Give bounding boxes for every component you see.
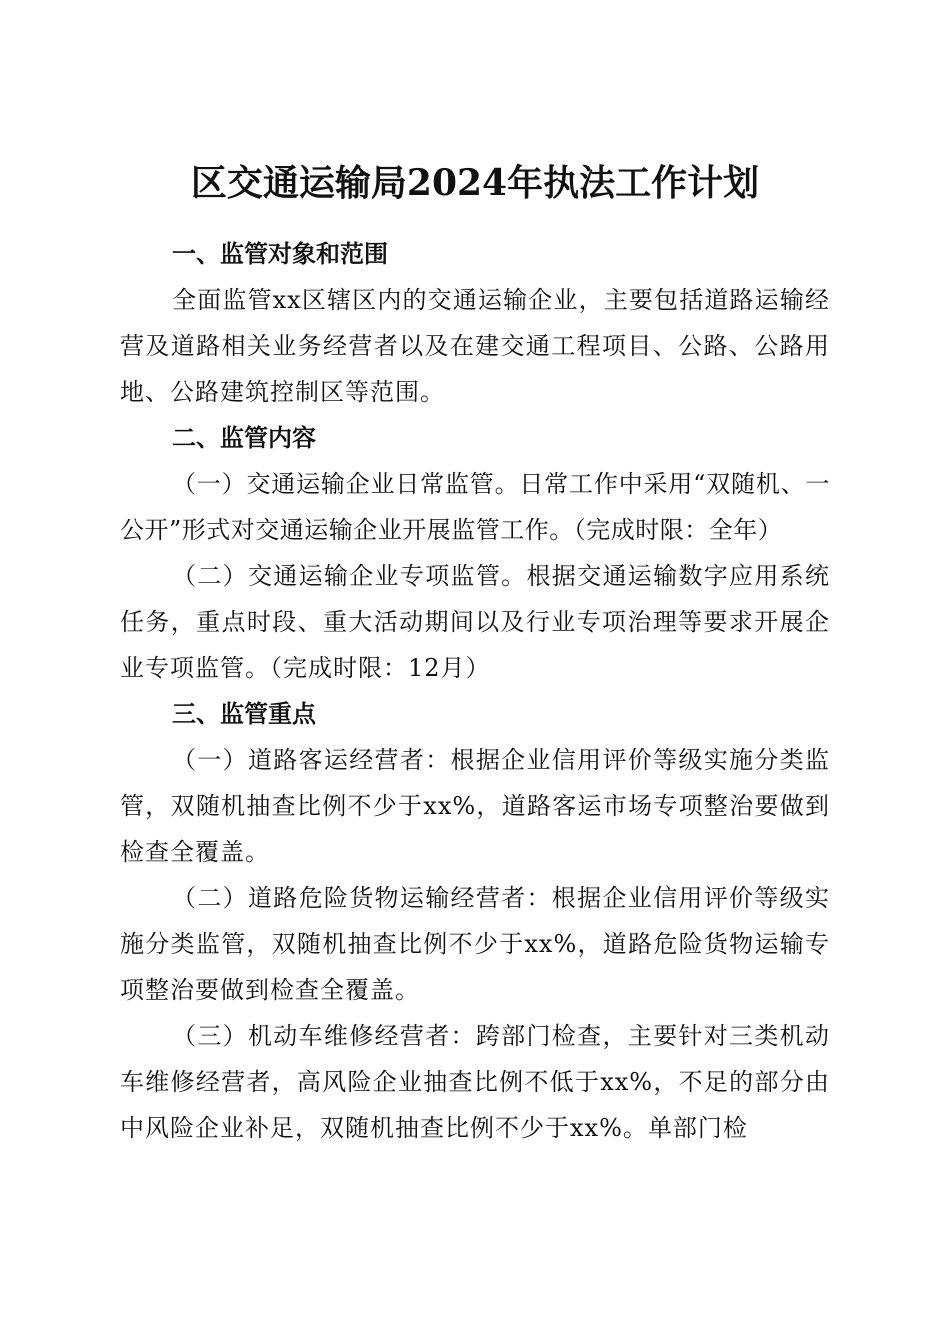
paragraph: （二）交通运输企业专项监管。根据交通运输数字应用系统任务，重点时段、重大活动期间以及行业专项治理等要求开展企业专项监管。（完成时限：12月）: [120, 562, 830, 682]
section-supervision-focus: [120, 691, 830, 1151]
document-title: 区交通运输局2024年执法工作计划: [190, 162, 760, 205]
section-supervision-scope: [120, 231, 830, 415]
section-heading: 二、监管内容: [172, 424, 316, 452]
paragraph: （一）道路客运经营者：根据企业信用评价等级实施分类监管，双随机抽查比例不少于xx%，道路客运市场专项整治要做到检查全覆盖。: [120, 746, 830, 866]
paragraph: 全面监管xx区辖区内的交通运输企业，主要包括道路运输经营及道路相关业务经营者以及在建交通工程项目、公路、公路用地、公路建筑控制区等范围。: [120, 286, 830, 406]
section-heading: 一、监管对象和范围: [172, 240, 388, 268]
paragraph: （二）道路危险货物运输经营者：根据企业信用评价等级实施分类监管，双随机抽查比例不少于xx%，道路危险货物运输专项整治要做到检查全覆盖。: [120, 884, 830, 1004]
paragraph: （三）机动车维修经营者：跨部门检查，主要针对三类机动车维修经营者，高风险企业抽查比例不低于xx%，不足的部分由中风险企业补足，双随机抽查比例不少于xx%。单部门检: [120, 1022, 830, 1142]
section-heading: 三、监管重点: [172, 700, 316, 728]
section-supervision-content: [120, 415, 830, 691]
paragraph: （一）交通运输企业日常监管。日常工作中采用“双随机、一公开”形式对交通运输企业开展监管工作。（完成时限：全年）: [120, 470, 830, 544]
document-body: [120, 231, 830, 1151]
